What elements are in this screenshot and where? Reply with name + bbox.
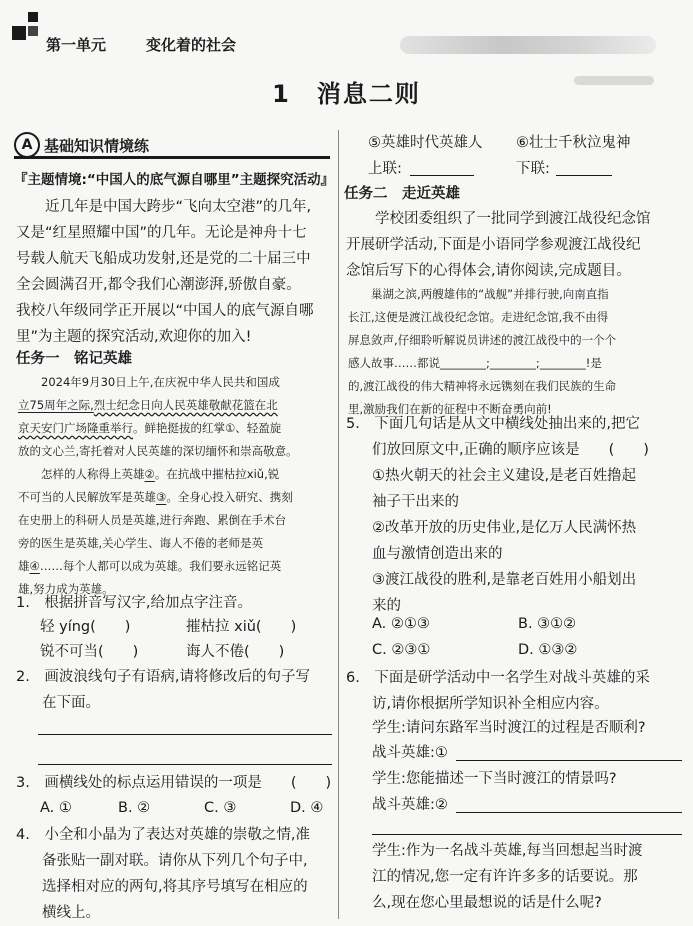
passage-2 (348, 283, 688, 421)
lesson-title: 1 消息二则 (272, 80, 421, 108)
passage-text: ……每个人都可以成为英雄。我们要永远铭记英 (39, 559, 282, 573)
passage-line (18, 417, 336, 440)
wavy-text: 京天安门广场隆重举行 (18, 421, 133, 435)
question-line: 么,现在您心里最想说的话是什么呢? (372, 895, 602, 911)
passage-line: 长江,这便是渡江战役纪念馆。走进纪念馆,我不由得 (348, 310, 609, 324)
underlined-mark: ④ (29, 559, 40, 573)
q3-option[interactable]: C. ③ (204, 800, 237, 816)
q1-item[interactable]: 摧枯拉 xiǔ( ) (186, 619, 297, 635)
lower-couplet-blank[interactable] (556, 175, 612, 176)
question-6 (346, 665, 686, 717)
q3-option[interactable]: D. ④ (290, 800, 324, 816)
passage-text: 不可当的人民解放军是英雄 (18, 490, 156, 504)
task2-heading: 任务二 走近英雄 (344, 186, 460, 202)
dialog-line: 战斗英雄:① (372, 745, 448, 761)
dialog-line: 战斗英雄:② (372, 797, 448, 813)
q1-item[interactable]: 轻 yíng( ) (40, 619, 131, 635)
passage-text: 。全身心投入研究、携刻 (166, 490, 293, 504)
upper-couplet-label: 上联: (368, 161, 402, 177)
question-line: 横线上。 (42, 905, 100, 921)
intro-line: 里”为主题的探究活动,欢迎你的加入! (16, 329, 252, 345)
dialog-line: 学生:请问东路军当时渡江的过程是否顺利? (372, 720, 646, 736)
question-line: 们放回原文中,正确的顺序应该是 ( ) (372, 442, 649, 458)
unit-title: 变化着的社会 (146, 36, 237, 54)
header-square (28, 26, 38, 36)
couplet-option-6: ⑥壮士千秋泣鬼神 (516, 135, 631, 151)
question-5 (346, 411, 686, 619)
passage-line: 巢湖之滨,两艘雄伟的“战舰”并排行驶,向南直指 (371, 287, 609, 301)
q5-option[interactable]: A. ②①③ (372, 616, 430, 632)
intro-line: 我校八年级同学正开展以“中国人的底气源自哪 (16, 303, 314, 319)
question-line: 6. 下面是研学活动中一名学生对战斗英雄的采 (346, 670, 650, 686)
passage-line: 2024年9月30日上午,在庆祝中华人民共和国成 (41, 375, 280, 389)
question-line: 袖子干出来的 (372, 494, 459, 510)
q1-item[interactable]: 诲人不倦( ) (186, 644, 285, 660)
answer-line[interactable] (456, 760, 682, 761)
question-line: ③渡江战役的胜利,是靠老百姓用小船划出 (372, 572, 637, 588)
answer-line[interactable] (38, 734, 332, 735)
question-line: 4. 小全和小晶为了表达对英雄的崇敬之情,准 (16, 827, 310, 843)
answer-line[interactable] (372, 834, 682, 835)
passage-1 (18, 371, 336, 601)
q5-option[interactable]: C. ②③① (372, 642, 431, 658)
passage-line: 在史册上的科研人员是英雄,进行奔跑、累倒在手术台 (18, 513, 287, 527)
underlined-mark: ② (144, 467, 155, 481)
question-3: 3. 画横线处的标点运用错误的一项是 ( ) (16, 775, 332, 791)
upper-couplet-blank[interactable] (410, 175, 474, 176)
header-square (28, 12, 38, 22)
question-line: 江的情况,您一定有许许多多的话要说。那 (372, 869, 638, 885)
passage-line: 感人故事……都说________;________;________!是 (348, 356, 602, 370)
lower-couplet-label: 下联: (516, 161, 550, 177)
header-square (12, 26, 26, 40)
passage-line: 里,激励我们在新的征程中不断奋勇向前! (348, 402, 552, 416)
dialog-line: 学生:您能描述一下当时渡江的情景吗? (372, 771, 617, 787)
intro-line: 念馆后写下的心得体会,请你阅读,完成题目。 (346, 263, 631, 279)
unit-label: 第一单元 (46, 36, 107, 54)
question-line: 来的 (372, 598, 401, 614)
question-line: 在下面。 (42, 695, 100, 711)
intro-line: 全会圆满召开,都令我们心潮澎湃,骄傲自豪。 (16, 277, 301, 293)
passage-text: 。鲜艳挺拔的红掌①、轻盈旋 (133, 421, 282, 435)
passage-line (18, 486, 336, 509)
q3-option[interactable]: B. ② (118, 800, 151, 816)
question-line: 2. 画波浪线句子有语病,请将修改后的句子写 (16, 669, 310, 685)
q1-item[interactable]: 锐不可当( ) (40, 644, 139, 660)
q5-option[interactable]: B. ③①② (518, 616, 577, 632)
passage-line: 放的文心兰,寄托着对人民英雄的深切缅怀和崇高敬意。 (18, 444, 298, 458)
intro-line: 近几年是中国大跨步“飞向太空港”的几年, (45, 199, 312, 215)
question-line: 访,请你根据所学知识补全相应内容。 (372, 696, 609, 712)
task2-intro (346, 206, 686, 284)
section-header (14, 132, 149, 158)
question-line: 学生:作为一名战斗英雄,每当回想起当时渡 (372, 843, 643, 859)
intro-line: 又是“红星照耀中国”的几年。无论是神舟十七 (16, 225, 307, 241)
couplet-option-5: ⑤英雄时代英雄人 (368, 135, 483, 151)
question-1: 1. 根据拼音写汉字,给加点字注音。 (16, 595, 252, 611)
section-title: 基础知识情境练 (44, 136, 150, 155)
final-question (372, 838, 690, 916)
passage-line: 的,渡江战役的伟大精神将永远镌刻在我们民族的生命 (348, 379, 617, 393)
theme-heading: 『主题情境:“中国人的底气源自哪里”主题探究活动』 (14, 172, 335, 188)
passage-line (18, 394, 336, 417)
passage-text: 怎样的人称得上英雄 (41, 467, 145, 481)
underlined-mark: ③ (156, 490, 167, 504)
intro-line: 学校团委组织了一批同学到渡江战役纪念馆 (375, 211, 651, 227)
question-2 (16, 664, 336, 716)
question-line: 血与激情创造出来的 (372, 546, 503, 562)
passage-line: 雄,努力成为英雄。 (18, 582, 114, 596)
passage-line (18, 463, 336, 486)
passage-line (18, 555, 336, 578)
passage-line: 旁的医生是英雄,关心学生、诲人不倦的老师是英 (18, 536, 264, 550)
question-line: ②改革开放的历史伟业,是亿万人民满怀热 (372, 520, 637, 536)
column-divider (338, 130, 339, 919)
passage-text: 雄 (18, 559, 30, 573)
intro-line: 开展研学活动,下面是小语同学参观渡江战役纪 (346, 237, 641, 253)
passage-line: 屏息敛声,仔细聆听解说员讲述的渡江战役中的一个个 (348, 333, 617, 347)
underlined-text: 立75周年之际, (18, 398, 94, 412)
question-line: ①热火朝天的社会主义建设,是老百姓撸起 (372, 468, 637, 484)
question-line: 备张贴一副对联。请你从下列几个句子中, (42, 853, 308, 869)
answer-line[interactable] (38, 764, 332, 765)
q3-option[interactable]: A. ① (40, 800, 72, 816)
question-line: 5. 下面几句话是从文中横线处抽出来的,把它 (346, 416, 640, 432)
passage-text: 。在抗战中摧枯拉xiǔ,锐 (154, 467, 280, 481)
wavy-text: 烈士纪念日向人民英雄敬献花篮在北 (93, 398, 278, 412)
question-4 (16, 822, 336, 926)
q5-option[interactable]: D. ①③② (518, 642, 578, 658)
section-a-icon: A (14, 132, 40, 158)
intro-paragraph (16, 194, 336, 350)
answer-line[interactable] (456, 812, 682, 813)
question-line: 选择相对应的两句,将其序号填写在相应的 (42, 879, 308, 895)
intro-line: 号载人航天飞船成功发射,还是党的二十届三中 (16, 251, 311, 267)
task1-heading: 任务一 铭记英雄 (16, 351, 132, 367)
section-underline (14, 156, 330, 159)
header-decoration (400, 36, 656, 54)
